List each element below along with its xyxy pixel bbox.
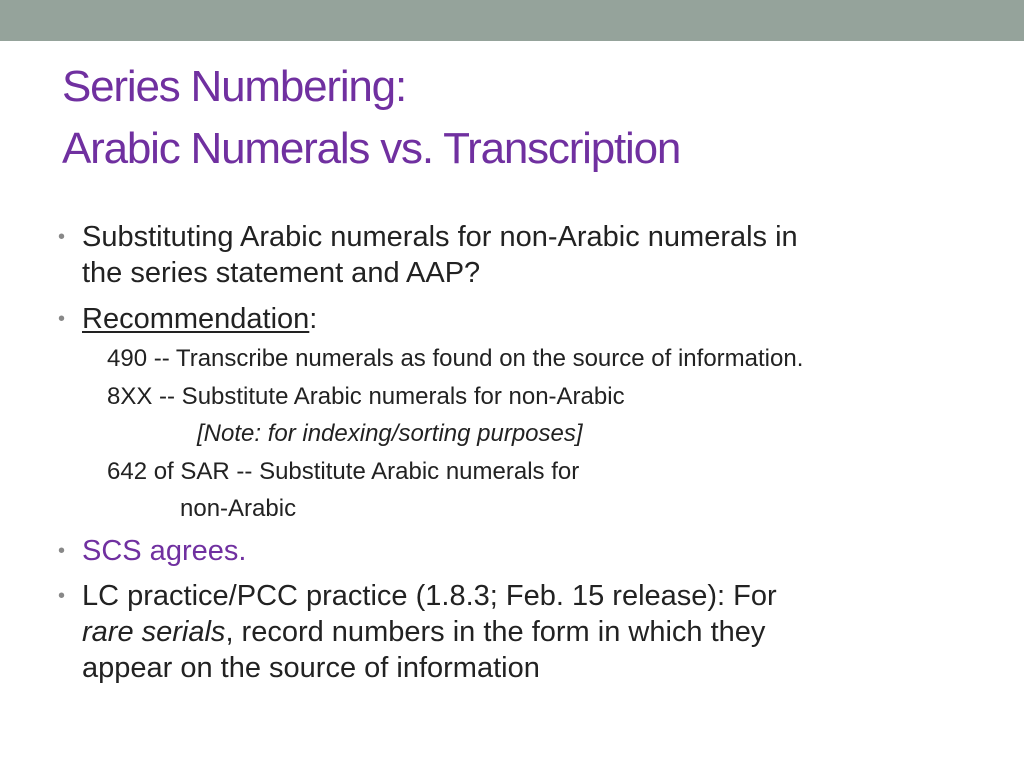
bullet-substituting (58, 219, 982, 291)
title-line-1: Series Numbering: (62, 62, 406, 111)
lc-practice-line-3: appear on the source of information (82, 652, 540, 684)
bullet-scs-agrees (58, 533, 982, 569)
bullet-lc-practice (58, 578, 982, 686)
scs-agrees-text: SCS agrees. (82, 535, 247, 567)
sub-item-642-cont: non-Arabic (180, 495, 297, 522)
bullet-recommendation (58, 301, 982, 337)
recommendation-colon: : (309, 303, 318, 335)
sub-item-note: [Note: for indexing/sorting purposes] (197, 420, 583, 447)
bullet-dot: • (58, 585, 66, 607)
bullet-dot: • (58, 226, 66, 248)
sub-item-8xx: 8XX -- Substitute Arabic numerals for non-Arabic (107, 383, 625, 410)
rare-serials-text: rare serials (82, 616, 226, 648)
bullet-dot: • (58, 308, 66, 330)
bullet-substituting-line-1: Substituting Arabic numerals for non-Arabic numerals in (82, 221, 798, 253)
header-band (0, 0, 1024, 41)
lc-practice-line-2 (82, 614, 982, 650)
sub-item-490: 490 -- Transcribe numerals as found on the source of information. (107, 345, 804, 372)
title-line-2: Arabic Numerals vs. Transcription (62, 124, 681, 173)
recommendation-heading: Recommendation (82, 303, 310, 335)
slide-title (62, 56, 1002, 180)
sub-item-642: 642 of SAR -- Substitute Arabic numerals for (107, 458, 580, 485)
bullet-dot: • (58, 540, 66, 562)
bullet-substituting-line-2: the series statement and AAP? (82, 257, 481, 289)
lc-practice-line-1: LC practice/PCC practice (1.8.3; Feb. 15 release): For (82, 580, 777, 612)
lc-practice-line-2-rest: , record numbers in the form in which they (225, 616, 766, 648)
